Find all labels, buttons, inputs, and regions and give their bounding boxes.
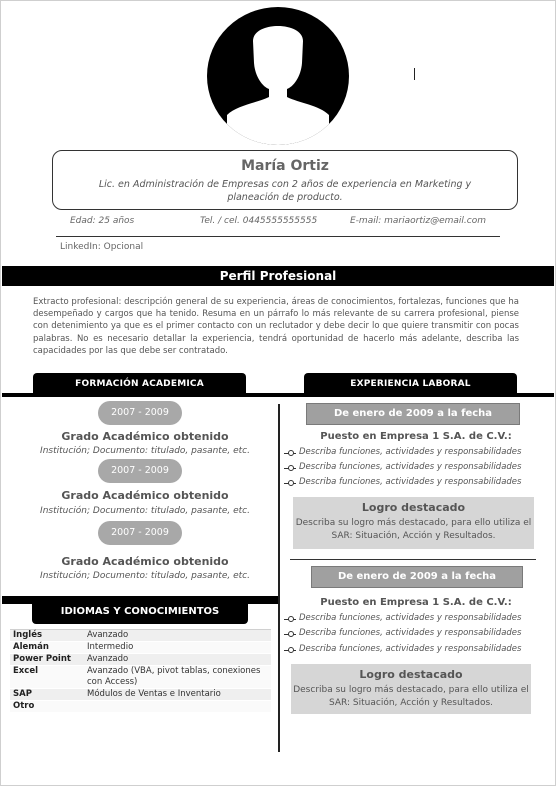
skill-value: Módulos de Ventas e Inventario bbox=[84, 689, 271, 701]
education-years-2: 2007 - 2009 bbox=[98, 459, 182, 483]
bullet-text: Describa funciones, actividades y responsabilidades bbox=[299, 447, 522, 457]
table-row bbox=[10, 642, 271, 654]
skill-key: Excel bbox=[10, 666, 84, 689]
achievement-box-1 bbox=[293, 497, 534, 549]
section-divider bbox=[2, 393, 554, 397]
achievement-text: Describa su logro más destacado, para ello utiliza el SAR: Situación, Acción y Resultados. bbox=[295, 518, 532, 541]
skill-value: Avanzado bbox=[84, 654, 271, 666]
skills-title: IDIOMAS Y CONOCIMIENTOS bbox=[32, 600, 248, 624]
bullet-circle-icon bbox=[288, 450, 294, 456]
table-row bbox=[10, 654, 271, 666]
bullet-text: Describa funciones, actividades y responsabilidades bbox=[299, 628, 522, 638]
bullet-text: Describa funciones, actividades y responsabilidades bbox=[299, 477, 522, 487]
skill-key: SAP bbox=[10, 689, 84, 701]
job-1-bullet-2 bbox=[284, 462, 544, 474]
education-institution-1: Institución; Documento: titulado, pasante, etc. bbox=[40, 446, 250, 456]
education-degree-3: Grado Académico obtenido bbox=[61, 555, 229, 568]
skill-key: Power Point bbox=[10, 654, 84, 666]
achievement-text: Describa su logro más destacado, para ello utiliza el SAR: Situación, Acción y Resultados. bbox=[293, 685, 529, 708]
achievement-title: Logro destacado bbox=[361, 501, 466, 514]
profile-text: Extracto profesional: descripción general de su experiencia, áreas de conocimientos, fortalezas, funciones que ha desempeñado y cargos que ha tenido. Resuma en un párrafo lo más relevante de su carrera profesional, piense con detenimiento ya que es el primer contacto con un reclutador y debe decir lo que quiere transmitir con pocas palabras. No es necesario detallar la experiencia, tendrá oportunidad de hacerlo más adelante, describa las capacidades por las que debe ser contratado. bbox=[33, 297, 519, 356]
skill-value bbox=[84, 701, 271, 713]
phone-text: Tel. / cel. 0445555555555 bbox=[200, 216, 318, 226]
job-1-bullet-3 bbox=[284, 477, 544, 489]
skills-table bbox=[10, 629, 271, 713]
education-degree-1: Grado Académico obtenido bbox=[61, 430, 229, 443]
bullet-circle-icon bbox=[288, 616, 294, 622]
person-silhouette-icon bbox=[207, 7, 349, 145]
age-text: Edad: 25 años bbox=[70, 216, 135, 226]
skill-value: Avanzado bbox=[84, 630, 271, 642]
education-institution-2: Institución; Documento: titulado, pasante, etc. bbox=[40, 506, 250, 516]
table-row bbox=[10, 689, 271, 701]
bullet-text: Describa funciones, actividades y responsabilidades bbox=[299, 613, 522, 623]
job-position-1: Puesto en Empresa 1 S.A. de C.V.: bbox=[320, 431, 512, 442]
education-years-1: 2007 - 2009 bbox=[98, 401, 182, 425]
skill-value: Intermedio bbox=[84, 642, 271, 654]
bullet-circle-icon bbox=[288, 647, 294, 653]
avatar bbox=[207, 7, 349, 145]
tagline: Lic. en Administración de Empresas con 2 años de experiencia en Marketing y planeación de producto. bbox=[98, 179, 472, 203]
achievement-title: Logro destacado bbox=[359, 668, 463, 681]
job-2-bullet-3 bbox=[284, 644, 544, 656]
education-degree-2: Grado Académico obtenido bbox=[61, 489, 229, 502]
skill-value: Avanzado (VBA, pivot tablas, conexiones con Access) bbox=[84, 666, 271, 689]
skill-key: Otro bbox=[10, 701, 84, 713]
bullet-text: Describa funciones, actividades y responsabilidades bbox=[299, 644, 522, 654]
job-1-bullet-1 bbox=[284, 447, 544, 459]
job-dates-2: De enero de 2009 a la fecha bbox=[311, 566, 523, 588]
achievement-box-2 bbox=[291, 664, 531, 714]
job-divider bbox=[290, 559, 536, 560]
education-institution-3: Institución; Documento: titulado, pasante, etc. bbox=[40, 571, 250, 581]
job-2-bullet-2 bbox=[284, 628, 544, 640]
linkedin-text: LinkedIn: Opcional bbox=[60, 242, 144, 252]
contact-divider bbox=[56, 236, 500, 237]
person-name: María Ortiz bbox=[241, 158, 329, 174]
job-dates-1: De enero de 2009 a la fecha bbox=[306, 403, 520, 425]
experience-title: EXPERIENCIA LABORAL bbox=[304, 373, 517, 393]
table-row bbox=[10, 630, 271, 642]
job-2-bullet-1 bbox=[284, 613, 544, 625]
education-title: FORMACIÓN ACADEMICA bbox=[33, 373, 246, 393]
email-text: E-mail: mariaortiz@email.com bbox=[350, 216, 486, 226]
text-cursor bbox=[414, 68, 415, 80]
name-box bbox=[52, 150, 518, 210]
job-position-2: Puesto en Empresa 1 S.A. de C.V.: bbox=[320, 597, 512, 608]
table-row bbox=[10, 701, 271, 713]
bullet-circle-icon bbox=[288, 631, 294, 637]
table-row bbox=[10, 666, 271, 689]
skill-key: Alemán bbox=[10, 642, 84, 654]
profile-title: Perfil Profesional bbox=[2, 266, 554, 286]
skill-key: Inglés bbox=[10, 630, 84, 642]
bullet-text: Describa funciones, actividades y responsabilidades bbox=[299, 462, 522, 472]
bullet-circle-icon bbox=[288, 465, 294, 471]
bullet-circle-icon bbox=[288, 480, 294, 486]
education-years-3: 2007 - 2009 bbox=[98, 521, 182, 545]
